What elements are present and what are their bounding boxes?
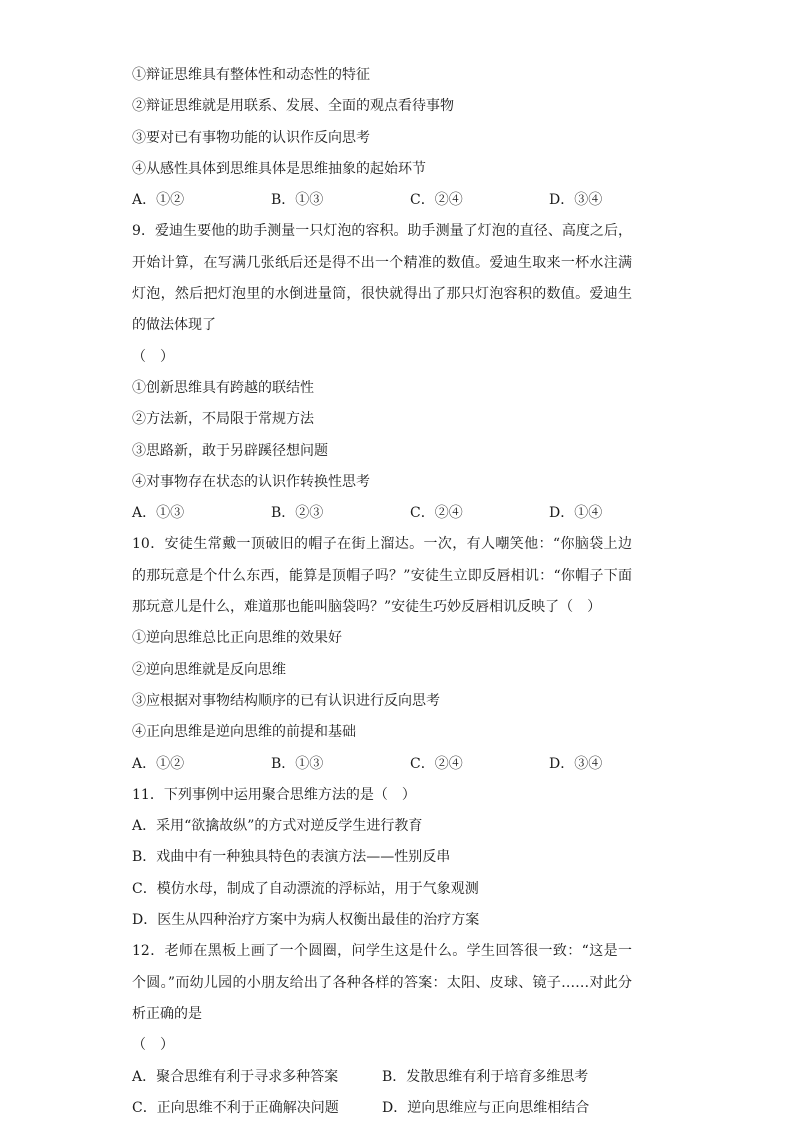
question-stem: 12．老师在黑板上画了一个圆圈，问学生这是什么。学生回答很一致：“这是一个圆。”而幼儿园的小朋友给出了各种各样的答案：太阳、皮球、镜子……对此分析正确的是 <box>132 943 632 1022</box>
answer-options-row-1 <box>132 1062 632 1093</box>
question-stem: 11．下列事例中运用聚合思维方法的是（ ） <box>132 786 416 803</box>
option-d: D．③④ <box>549 755 603 772</box>
answer-blank: （ ） <box>132 348 174 365</box>
option-b: B．①③ <box>271 192 324 209</box>
option-a: A．①② <box>132 192 185 209</box>
statement-1: ①创新思维具有跨越的联结性 <box>132 379 314 396</box>
statement-2: ②辩证思维就是用联系、发展、全面的观点看待事物 <box>132 98 454 115</box>
option-c: C．②④ <box>410 505 463 522</box>
statement-1: ①逆向思维总比正向思维的效果好 <box>132 630 342 647</box>
answer-blank: （ ） <box>132 1037 174 1054</box>
option-b: B．戏曲中有一种独具特色的表演方法——性别反串 <box>132 849 451 866</box>
statement-4: ④对事物存在状态的认识作转换性思考 <box>132 473 370 490</box>
option-c: C．②④ <box>410 192 463 209</box>
question-10 <box>132 529 632 779</box>
option-d: D．逆向思维应与正向思维相结合 <box>382 1099 590 1116</box>
statement-3: ③要对已有事物功能的认识作反向思考 <box>132 129 370 146</box>
statement-3: ③应根据对事物结构顺序的已有认识进行反向思考 <box>132 692 440 709</box>
option-c: C．模仿水母，制成了自动漂流的浮标站，用于气象观测 <box>132 880 479 897</box>
answer-options <box>132 749 632 780</box>
answer-options-row-2 <box>132 1093 632 1124</box>
question-9 <box>132 216 632 529</box>
question-8 <box>132 60 632 216</box>
option-b: B．发散思维有利于培育多维思考 <box>382 1068 589 1085</box>
option-a: A．①② <box>132 755 185 772</box>
option-b: B．①③ <box>271 755 324 772</box>
question-page <box>132 60 632 1124</box>
question-12 <box>132 936 632 1124</box>
option-a: A．聚合思维有利于寻求多种答案 <box>132 1068 339 1085</box>
statement-4: ④从感性具体到思维具体是思维抽象的起始环节 <box>132 160 426 177</box>
option-d: D．③④ <box>549 192 603 209</box>
answer-options <box>132 185 632 216</box>
statement-2: ②逆向思维就是反向思维 <box>132 661 286 678</box>
question-stem: 9．爱迪生要他的助手测量一只灯泡的容积。助手测量了灯泡的直径、高度之后，开始计算，在写满几张纸后还是得不出一个精准的数值。爱迪生取来一杯水注满灯泡，然后把灯泡里的水倒进量筒，很快就得出了那只灯泡容积的数值。爱迪生的做法体现了 <box>132 223 632 334</box>
option-a: A．采用“欲擒故纵”的方式对逆反学生进行教育 <box>132 818 423 835</box>
question-stem: 10．安徒生常戴一顶破旧的帽子在街上溜达。一次，有人嘲笑他：“你脑袋上边的那玩意是个什么东西，能算是顶帽子吗？”安徒生立即反唇相讥：“你帽子下面那玩意儿是什么，难道那也能叫脑袋吗？”安徒生巧妙反唇相讥反映了（ ） <box>132 536 632 616</box>
option-c: C．②④ <box>410 755 463 772</box>
question-11 <box>132 780 632 936</box>
answer-options <box>132 498 632 529</box>
option-d: D．①④ <box>549 505 603 522</box>
option-d: D．医生从四种治疗方案中为病人权衡出最佳的治疗方案 <box>132 912 480 929</box>
option-b: B．②③ <box>271 505 324 522</box>
statement-1: ①辩证思维具有整体性和动态性的特征 <box>132 67 370 83</box>
statement-2: ②方法新，不局限于常规方法 <box>132 411 314 428</box>
option-c: C．正向思维不利于正确解决问题 <box>132 1099 339 1116</box>
statement-3: ③思路新，敢于另辟蹊径想问题 <box>132 442 328 459</box>
statement-4: ④正向思维是逆向思维的前提和基础 <box>132 724 356 741</box>
option-a: A．①③ <box>132 505 185 522</box>
